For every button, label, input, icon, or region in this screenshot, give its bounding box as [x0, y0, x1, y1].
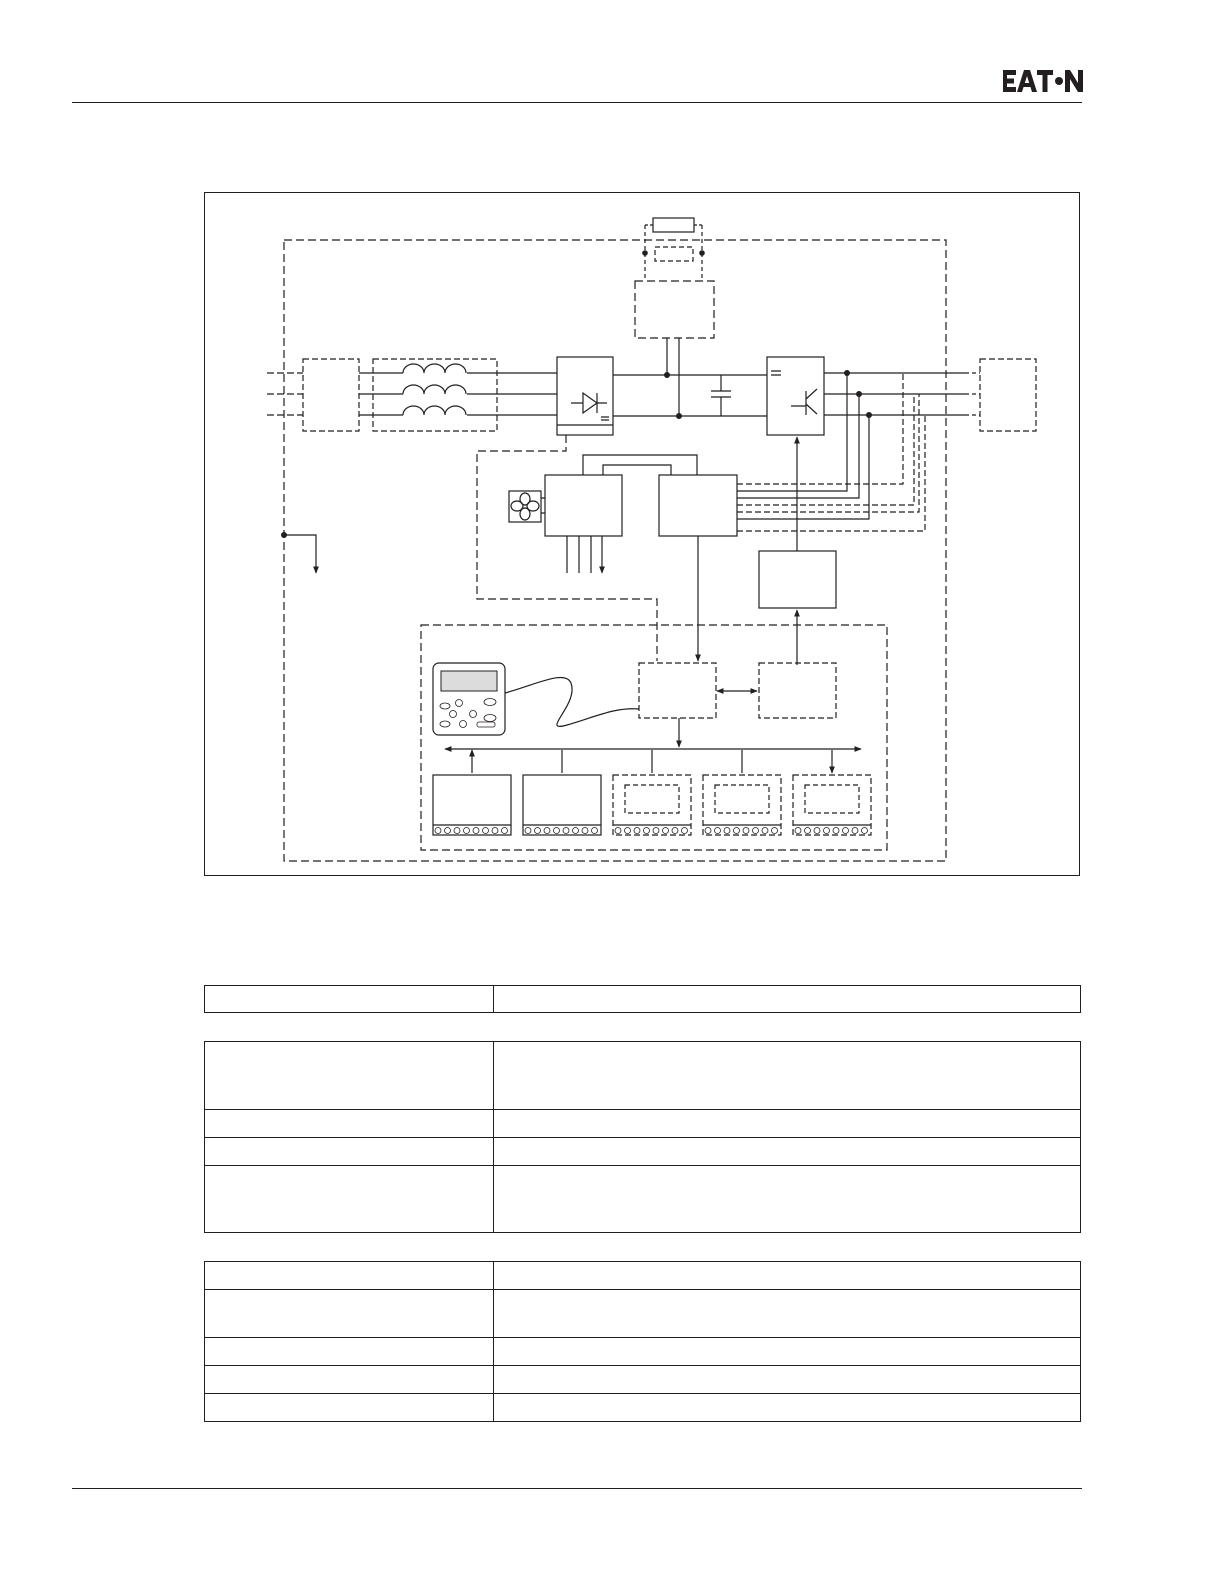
table-3 — [204, 1261, 1081, 1422]
terminal-icon — [715, 828, 721, 834]
header-rule — [72, 102, 1082, 103]
motor-block — [980, 359, 1036, 431]
line-reactor-coils — [403, 364, 466, 415]
mains-input-lines — [267, 373, 303, 415]
terminal-icon — [554, 828, 560, 834]
table-row — [205, 1394, 1081, 1422]
control-unit-enclosure — [421, 625, 887, 850]
motor-output-lines — [824, 373, 965, 415]
terminal-icon — [705, 828, 711, 834]
fan-blades — [511, 493, 539, 520]
keypad — [433, 663, 505, 735]
inverter-block — [767, 357, 824, 435]
motor-control-board — [759, 663, 836, 718]
brake-chopper-switch — [655, 247, 693, 261]
terminal-icon — [464, 828, 470, 834]
table-row — [205, 986, 1081, 1013]
terminal-icon — [644, 828, 650, 834]
terminal-icon — [653, 828, 659, 834]
block-diagram-figure — [204, 192, 1080, 876]
terminal-icon — [862, 828, 868, 834]
keypad-cable — [505, 677, 639, 726]
terminal-icon — [852, 828, 858, 834]
terminal-icon — [492, 828, 498, 834]
table-row — [205, 1262, 1081, 1290]
table-row — [205, 1110, 1081, 1138]
terminal-icon — [615, 828, 621, 834]
table-row — [205, 1338, 1081, 1366]
measurement-board — [659, 475, 737, 536]
keypad-display — [441, 671, 497, 691]
terminal-icon — [795, 828, 801, 834]
terminal-icon — [762, 828, 768, 834]
terminal-icon — [435, 828, 441, 834]
terminal-icon — [734, 828, 740, 834]
terminal-icon — [573, 828, 579, 834]
table-row — [205, 1166, 1081, 1233]
eaton-logo — [1003, 70, 1083, 92]
diode-symbol — [571, 393, 607, 413]
terminal-icon — [544, 828, 550, 834]
terminal-icon — [483, 828, 489, 834]
terminal-icon — [805, 828, 811, 834]
igbt-symbol — [791, 389, 817, 415]
terminal-icon — [502, 828, 508, 834]
line-reactor-block — [373, 359, 497, 431]
option-cards — [433, 775, 871, 835]
terminal-icon — [724, 828, 730, 834]
terminal-icon — [824, 828, 830, 834]
drive-enclosure — [284, 240, 946, 861]
option-card-d — [703, 775, 781, 835]
dc-link-capacitor — [711, 375, 731, 416]
terminal-icon — [682, 828, 688, 834]
table-1 — [204, 985, 1081, 1013]
terminal-icon — [473, 828, 479, 834]
control-board — [639, 663, 716, 718]
terminal-icon — [445, 828, 451, 834]
terminal-icon — [843, 828, 849, 834]
terminal-icon — [625, 828, 631, 834]
terminal-icon — [454, 828, 460, 834]
terminal-icon — [814, 828, 820, 834]
terminal-icon — [535, 828, 541, 834]
footer-rule — [72, 1488, 1082, 1489]
table-row — [205, 1042, 1081, 1110]
table-row — [205, 1290, 1081, 1338]
option-card-c — [613, 775, 691, 835]
table-row — [205, 1138, 1081, 1166]
terminal-icon — [634, 828, 640, 834]
terminal-icon — [592, 828, 598, 834]
terminal-icon — [772, 828, 778, 834]
fan-icon — [509, 491, 541, 522]
table-row — [205, 1366, 1081, 1394]
power-supply-board — [545, 475, 622, 536]
mains-fuse-block — [303, 359, 359, 431]
terminal-icon — [743, 828, 749, 834]
option-card-b — [523, 775, 601, 835]
rectifier-block — [557, 357, 613, 435]
table-2 — [204, 1041, 1081, 1233]
terminal-icon — [663, 828, 669, 834]
terminal-icon — [563, 828, 569, 834]
gate-driver-block — [759, 551, 836, 608]
block-diagram — [205, 193, 1081, 877]
option-card-a — [433, 775, 511, 835]
option-card-e — [793, 775, 871, 835]
brake-resistor — [653, 218, 694, 232]
terminal-icon — [582, 828, 588, 834]
terminal-icon — [833, 828, 839, 834]
terminal-icon — [753, 828, 759, 834]
brake-chopper-unit — [635, 281, 714, 338]
terminal-icon — [525, 828, 531, 834]
terminal-icon — [672, 828, 678, 834]
